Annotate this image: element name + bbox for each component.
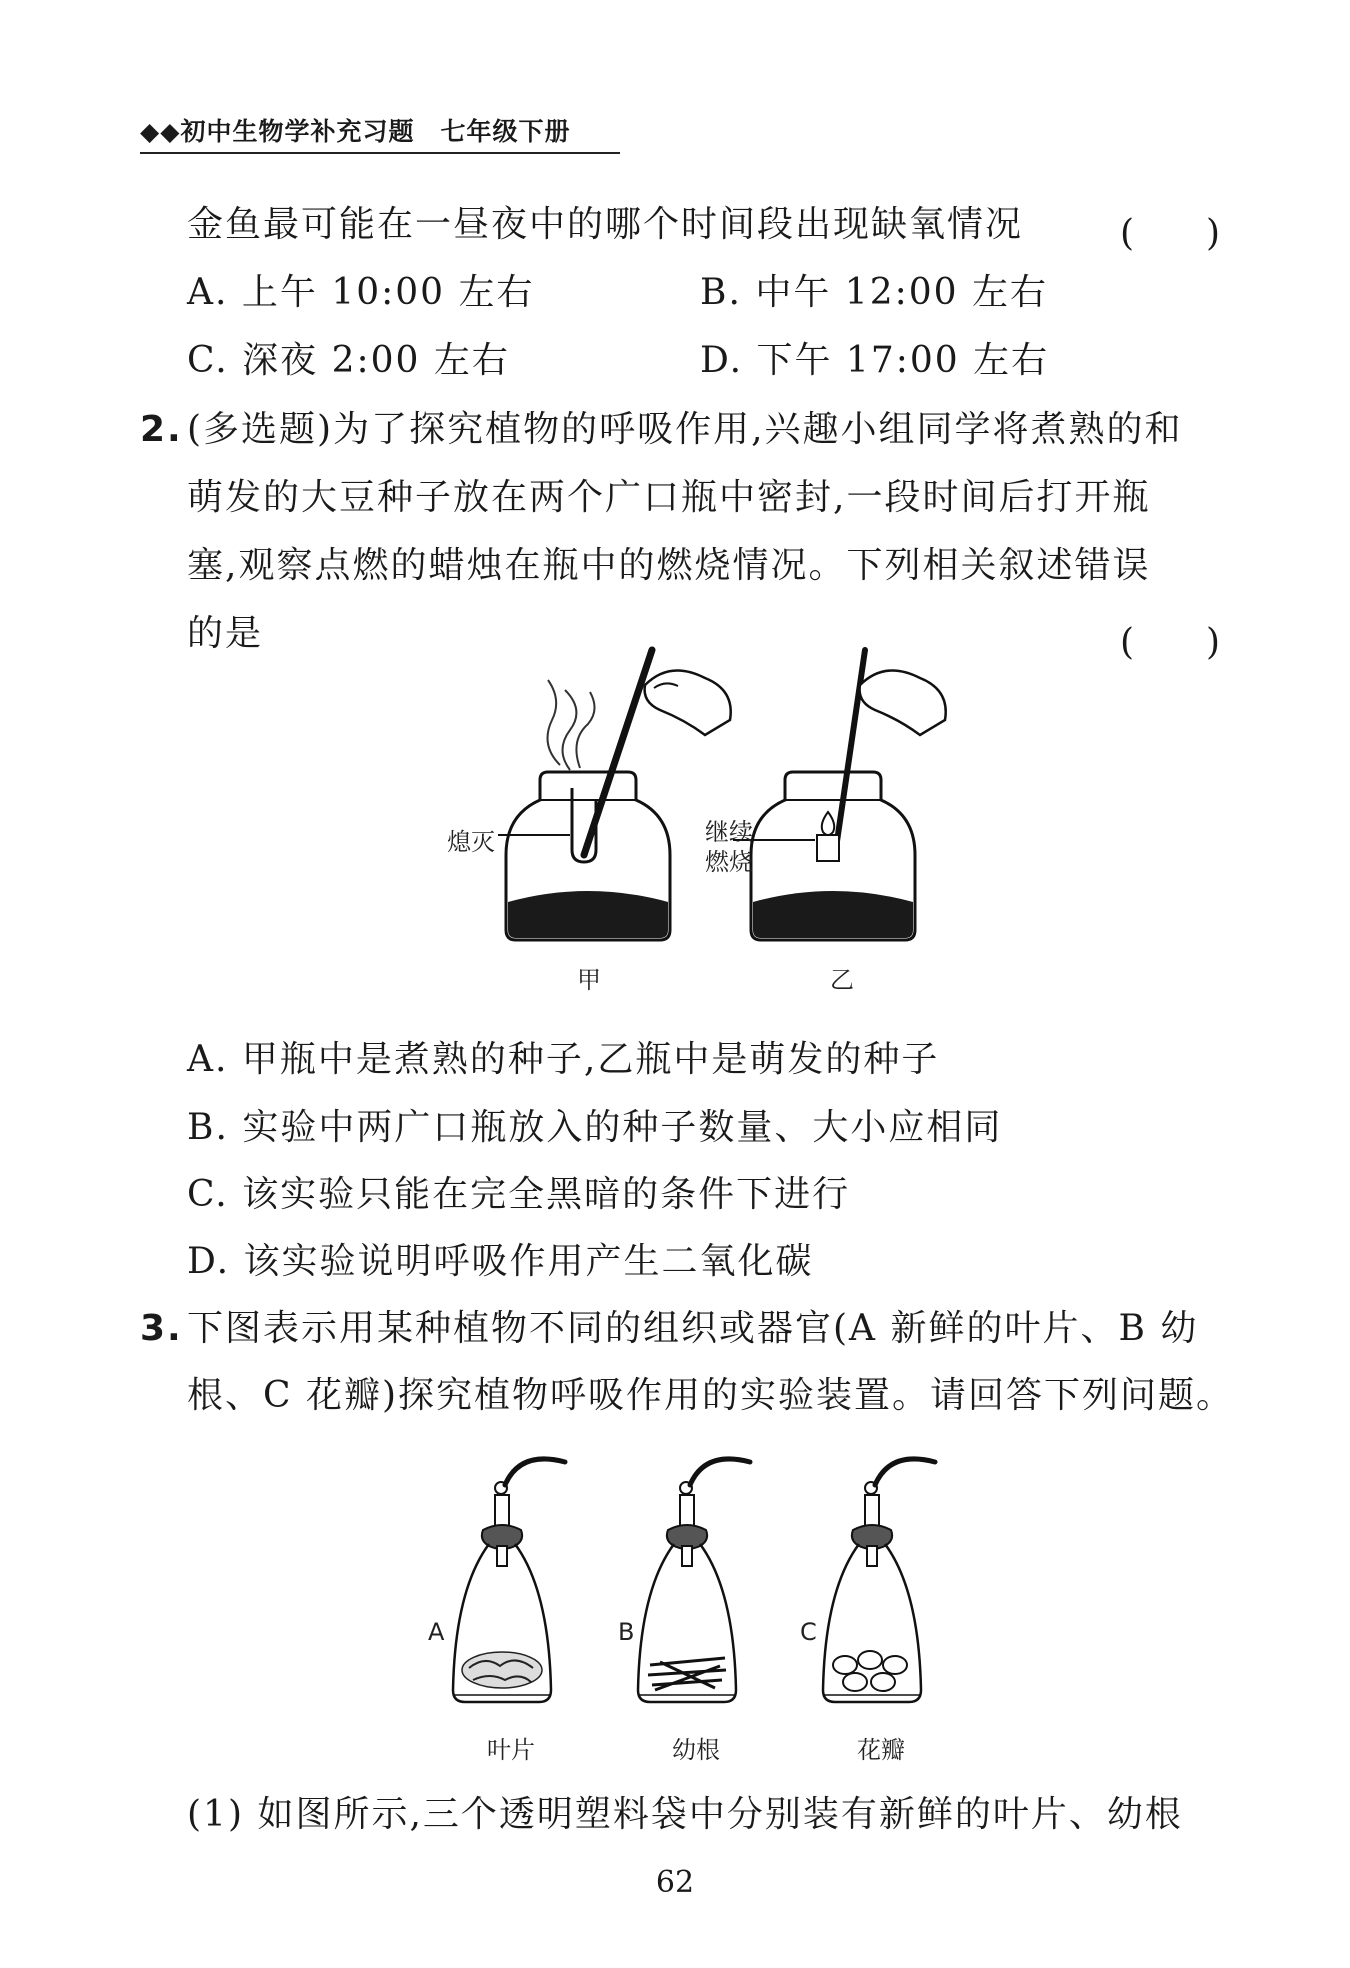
q1-option-b: B. 中午 12:00 左右 xyxy=(700,272,1048,313)
q2-stem-line-4: 的是 xyxy=(187,613,264,654)
q1-option-c: C. 深夜 2:00 左右 xyxy=(187,340,510,381)
q3-figure-bags xyxy=(440,1440,980,1730)
bag-b-name: 幼根 xyxy=(672,1736,720,1764)
header-rule xyxy=(140,152,620,154)
q1-option-a: A. 上午 10:00 左右 xyxy=(187,272,535,313)
q2-option-a: A. 甲瓶中是煮熟的种子,乙瓶中是萌发的种子 xyxy=(187,1039,940,1080)
bag-a-name: 叶片 xyxy=(487,1736,535,1764)
q3-stem-line-1: 下图表示用某种植物不同的组织或器官(A 新鲜的叶片、B 幼 xyxy=(187,1308,1199,1349)
jar-yi-callout-2: 燃烧 xyxy=(705,848,753,876)
bag-c-letter: C xyxy=(800,1618,817,1646)
q2-answer-paren: ( ) xyxy=(1120,622,1221,663)
q1-stem-tail: 金鱼最可能在一昼夜中的哪个时间段出现缺氧情况 xyxy=(187,204,1024,245)
jar-yi xyxy=(733,650,946,940)
jar-yi-callout-1: 继续 xyxy=(705,818,753,846)
q2-stem-line-2: 萌发的大豆种子放在两个广口瓶中密封,一段时间后打开瓶 xyxy=(187,477,1151,518)
bag-a-letter: A xyxy=(428,1618,445,1646)
bag-c xyxy=(823,1459,935,1702)
bag-c-name: 花瓣 xyxy=(857,1736,905,1764)
q3-sub-question-1: (1) 如图所示,三个透明塑料袋中分别装有新鲜的叶片、幼根 xyxy=(187,1794,1183,1835)
q3-number: 3. xyxy=(140,1308,183,1349)
jar-yi-name: 乙 xyxy=(830,966,854,994)
q2-number: 2. xyxy=(140,409,183,450)
q2-option-c: C. 该实验只能在完全黑暗的条件下进行 xyxy=(187,1174,851,1215)
jar-jia xyxy=(498,650,731,940)
bag-b-letter: B xyxy=(618,1618,635,1646)
q1-option-d: D. 下午 17:00 左右 xyxy=(700,340,1050,381)
q2-option-d: D. 该实验说明呼吸作用产生二氧化碳 xyxy=(187,1241,814,1282)
page-number: 62 xyxy=(655,1865,695,1900)
bag-a xyxy=(453,1459,565,1702)
q1-answer-paren: ( ) xyxy=(1120,213,1221,254)
jar-jia-name: 甲 xyxy=(577,966,601,994)
running-header: ◆◆初中生物学补充习题 七年级下册 xyxy=(140,117,571,146)
q3-stem-line-2: 根、C 花瓣)探究植物呼吸作用的实验装置。请回答下列问题。 xyxy=(187,1375,1235,1416)
q2-stem-line-3: 塞,观察点燃的蜡烛在瓶中的燃烧情况。下列相关叙述错误 xyxy=(187,545,1151,586)
q2-option-b: B. 实验中两广口瓶放入的种子数量、大小应相同 xyxy=(187,1107,1003,1148)
jar-jia-callout: 熄灭 xyxy=(447,828,495,856)
bag-b xyxy=(638,1459,750,1702)
q2-stem-line-1: (多选题)为了探究植物的呼吸作用,兴趣小组同学将煮熟的和 xyxy=(187,409,1183,450)
